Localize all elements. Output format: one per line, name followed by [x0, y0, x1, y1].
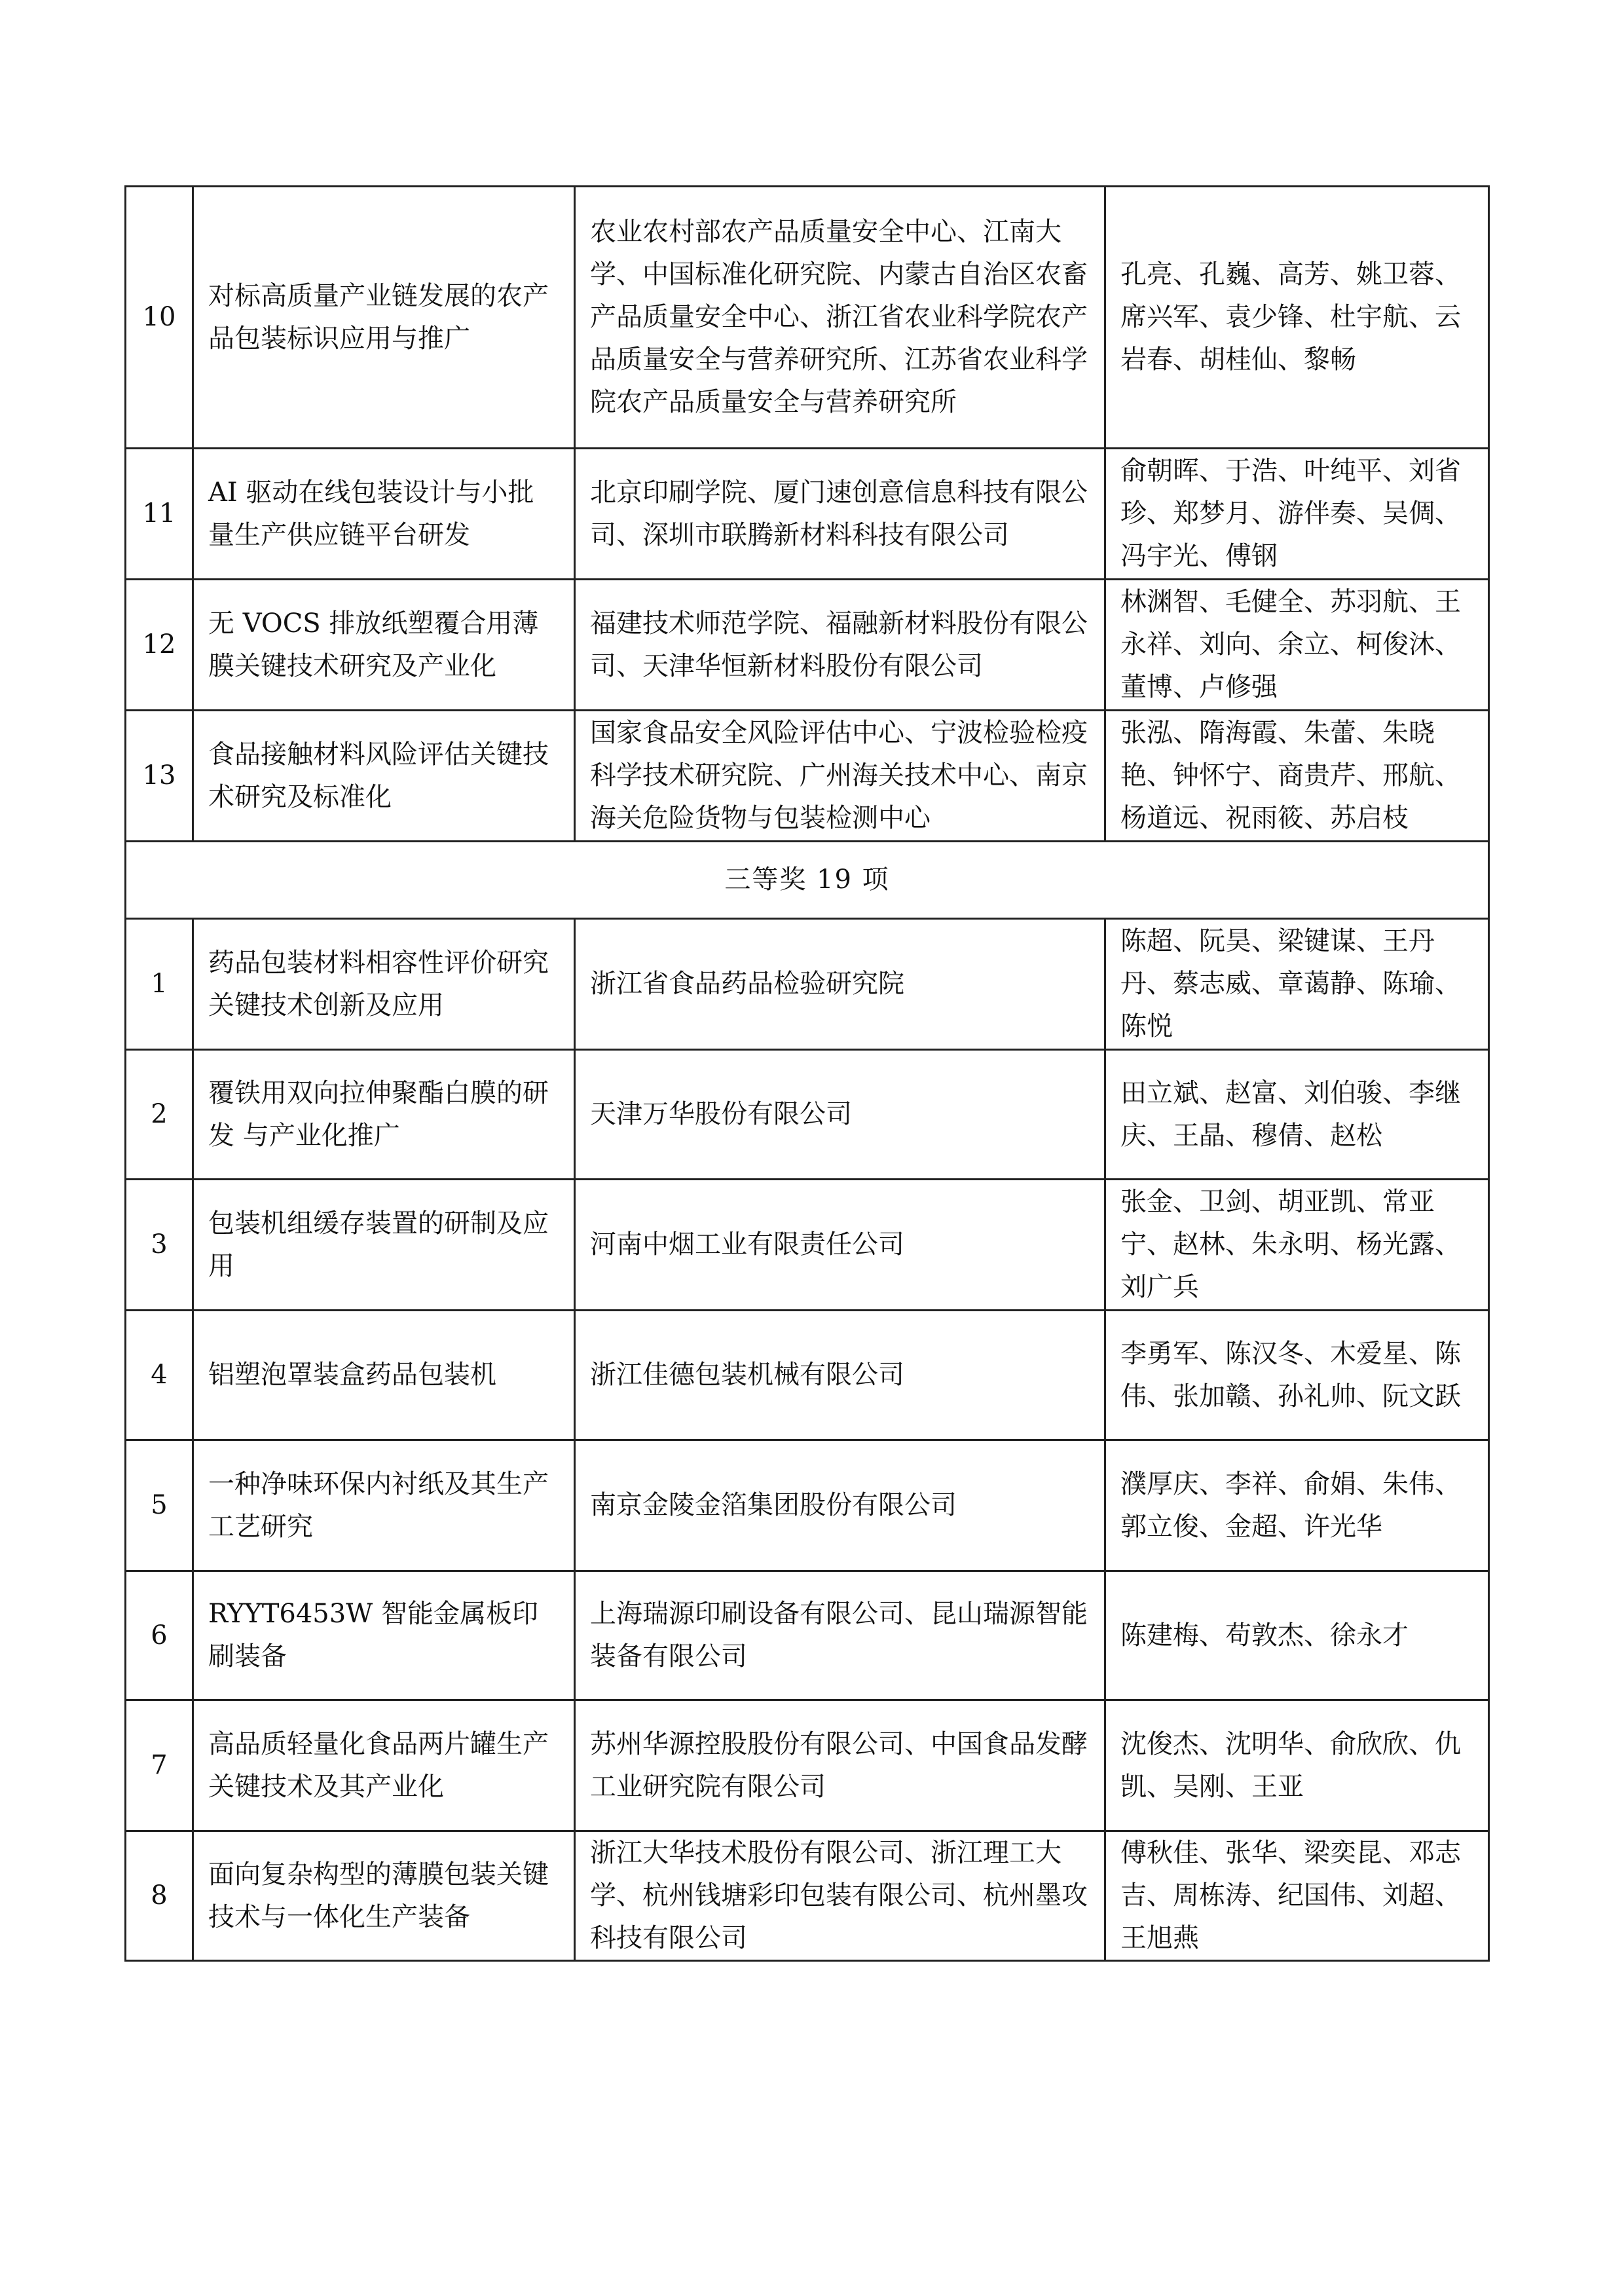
- people-names: 张泓、隋海霞、朱蕾、朱晓艳、钟怀宁、商贵芹、邢航、杨道远、祝雨筱、苏启枝: [1105, 711, 1489, 842]
- people-names: 沈俊杰、沈明华、俞欣欣、仇凯、吴刚、王亚: [1105, 1700, 1489, 1831]
- people-names: 孔亮、孔巍、高芳、姚卫蓉、席兴军、袁少锋、杜宇航、云岩春、胡桂仙、黎畅: [1105, 187, 1489, 449]
- unit-name: 天津万华股份有限公司: [575, 1050, 1105, 1180]
- row-number: 12: [126, 580, 193, 711]
- unit-name: 苏州华源控股股份有限公司、中国食品发酵工业研究院有限公司: [575, 1700, 1105, 1831]
- unit-name: 上海瑞源印刷设备有限公司、昆山瑞源智能装备有限公司: [575, 1571, 1105, 1700]
- project-name: AI 驱动在线包装设计与小批量生产供应链平台研发: [193, 449, 575, 580]
- row-number: 10: [126, 187, 193, 449]
- row-number: 7: [126, 1700, 193, 1831]
- project-name: 一种净味环保内衬纸及其生产工艺研究: [193, 1440, 575, 1571]
- unit-name: 北京印刷学院、厦门速创意信息科技有限公司、深圳市联腾新材料科技有限公司: [575, 449, 1105, 580]
- unit-name: 福建技术师范学院、福融新材料股份有限公司、天津华恒新材料股份有限公司: [575, 580, 1105, 711]
- section-header: 三等奖 19 项: [126, 842, 1489, 919]
- project-name: 无 VOCS 排放纸塑覆合用薄膜关键技术研究及产业化: [193, 580, 575, 711]
- table-row: [126, 1180, 1489, 1311]
- table-row: [126, 187, 1489, 449]
- project-name: 药品包装材料相容性评价研究关键技术创新及应用: [193, 919, 575, 1050]
- row-number: 3: [126, 1180, 193, 1311]
- unit-name: 国家食品安全风险评估中心、宁波检验检疫科学技术研究院、广州海关技术中心、南京海关危险货物与包装检测中心: [575, 711, 1105, 842]
- unit-name: 南京金陵金箔集团股份有限公司: [575, 1440, 1105, 1571]
- people-names: 田立斌、赵富、刘伯骏、李继庆、王晶、穆倩、赵松: [1105, 1050, 1489, 1180]
- row-number: 2: [126, 1050, 193, 1180]
- table-row: [126, 449, 1489, 580]
- row-number: 1: [126, 919, 193, 1050]
- project-name: 对标高质量产业链发展的农产品包装标识应用与推广: [193, 187, 575, 449]
- people-names: 张金、卫剑、胡亚凯、常亚宁、赵林、朱永明、杨光露、刘广兵: [1105, 1180, 1489, 1311]
- table-row: [126, 1571, 1489, 1700]
- table-row: [126, 1440, 1489, 1571]
- unit-name: 河南中烟工业有限责任公司: [575, 1180, 1105, 1311]
- project-name: 覆铁用双向拉伸聚酯白膜的研发 与产业化推广: [193, 1050, 575, 1180]
- people-names: 李勇军、陈汉冬、木爱星、陈伟、张加赣、孙礼帅、阮文跃: [1105, 1311, 1489, 1440]
- unit-name: 浙江省食品药品检验研究院: [575, 919, 1105, 1050]
- people-names: 傅秋佳、张华、梁奕昆、邓志吉、周栋涛、纪国伟、刘超、王旭燕: [1105, 1831, 1489, 1961]
- table-row: [126, 919, 1489, 1050]
- row-number: 6: [126, 1571, 193, 1700]
- project-name: 面向复杂构型的薄膜包装关键技术与一体化生产装备: [193, 1831, 575, 1961]
- people-names: 俞朝晖、于浩、叶纯平、刘省珍、郑梦月、游伴奏、吴倜、冯宇光、傅钢: [1105, 449, 1489, 580]
- table-row: [126, 1700, 1489, 1831]
- project-name: 铝塑泡罩装盒药品包装机: [193, 1311, 575, 1440]
- row-number: 13: [126, 711, 193, 842]
- row-number: 8: [126, 1831, 193, 1961]
- project-name: 高品质轻量化食品两片罐生产关键技术及其产业化: [193, 1700, 575, 1831]
- unit-name: 农业农村部农产品质量安全中心、江南大学、中国标准化研究院、内蒙古自治区农畜产品质量安全中心、浙江省农业科学院农产品质量安全与营养研究所、江苏省农业科学院农产品质量安全与营养研究所: [575, 187, 1105, 449]
- people-names: 陈超、阮昊、梁键谋、王丹丹、蔡志威、章蔼静、陈瑜、陈悦: [1105, 919, 1489, 1050]
- row-number: 4: [126, 1311, 193, 1440]
- people-names: 陈建梅、苟敦杰、徐永才: [1105, 1571, 1489, 1700]
- table-row: [126, 711, 1489, 842]
- table-row: [126, 1831, 1489, 1961]
- project-name: 包装机组缓存装置的研制及应用: [193, 1180, 575, 1311]
- row-number: 11: [126, 449, 193, 580]
- row-number: 5: [126, 1440, 193, 1571]
- section-header-row: [126, 842, 1489, 919]
- awards-table: [124, 185, 1490, 1962]
- table-row: [126, 1311, 1489, 1440]
- people-names: 濮厚庆、李祥、俞娟、朱伟、郭立俊、金超、许光华: [1105, 1440, 1489, 1571]
- project-name: RYYT6453W 智能金属板印刷装备: [193, 1571, 575, 1700]
- table-row: [126, 1050, 1489, 1180]
- project-name: 食品接触材料风险评估关键技术研究及标准化: [193, 711, 575, 842]
- unit-name: 浙江佳德包装机械有限公司: [575, 1311, 1105, 1440]
- people-names: 林渊智、毛健全、苏羽航、王永祥、刘向、余立、柯俊沐、董博、卢修强: [1105, 580, 1489, 711]
- table-row: [126, 580, 1489, 711]
- unit-name: 浙江大华技术股份有限公司、浙江理工大学、杭州钱塘彩印包装有限公司、杭州墨攻科技有限公司: [575, 1831, 1105, 1961]
